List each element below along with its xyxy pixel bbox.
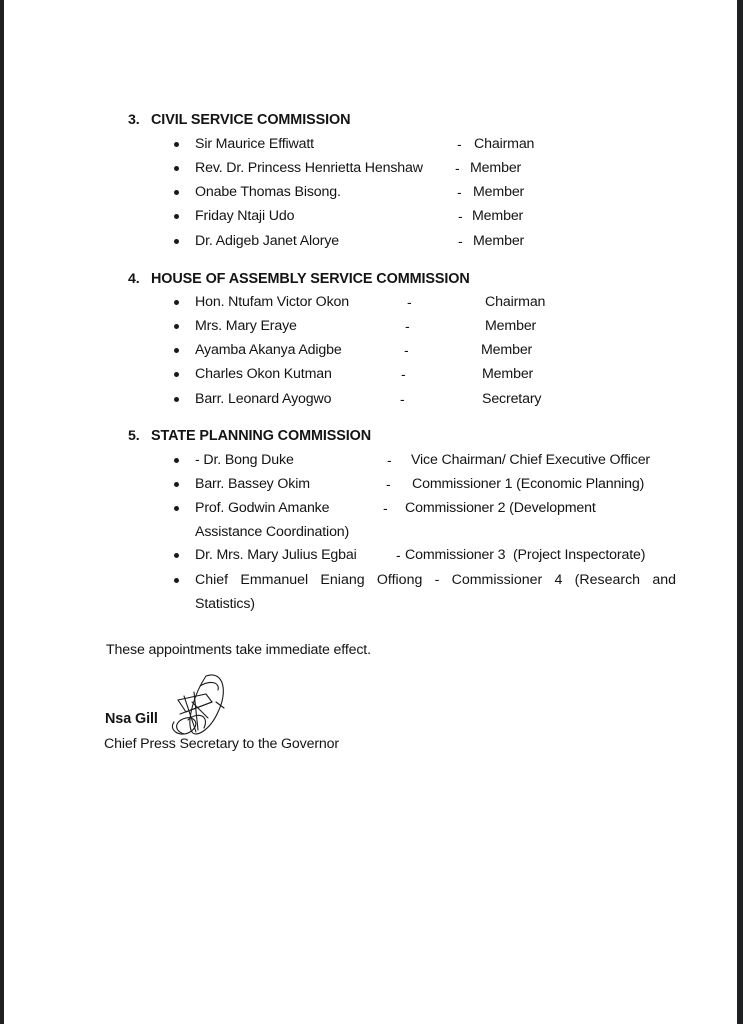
member-role: Member [473, 184, 525, 200]
member-role-continuation: Statistics) [195, 596, 255, 612]
bullet-icon [174, 142, 179, 147]
section-number: 4. [128, 271, 140, 287]
member-name: Onabe Thomas Bisong. [195, 184, 341, 200]
member-role: Commissioner 1 (Economic Planning) [412, 476, 645, 492]
bullet-icon [174, 506, 179, 511]
member-role: Member [472, 208, 524, 224]
member-role-continuation: Assistance Coordination) [195, 524, 350, 540]
member-role: Secretary [482, 391, 542, 407]
member-name: Sir Maurice Effiwatt [195, 136, 314, 152]
bullet-icon [174, 397, 179, 402]
member-name: Dr. Mrs. Mary Julius Egbai [195, 547, 357, 563]
separator-dash: - [457, 136, 462, 152]
member-entry-justified: Chief Emmanuel Eniang Offiong - Commissioner 4 (Research and [195, 572, 676, 588]
member-name: Rev. Dr. Princess Henrietta Henshaw [195, 160, 423, 176]
bullet-icon [174, 324, 179, 329]
separator-dash: - [387, 452, 392, 468]
bullet-icon [174, 553, 179, 558]
member-role: Chairman [485, 294, 546, 310]
separator-dash: - [405, 318, 410, 334]
member-name: Barr. Leonard Ayogwo [195, 391, 332, 407]
bullet-icon [174, 372, 179, 377]
member-name: Hon. Ntufam Victor Okon [195, 294, 349, 310]
member-role: Member [473, 233, 525, 249]
member-name: Mrs. Mary Eraye [195, 318, 297, 334]
separator-dash: - [458, 233, 463, 249]
member-name: - Dr. Bong Duke [195, 452, 294, 468]
member-role: Vice Chairman/ Chief Executive Officer [411, 452, 651, 468]
member-name: Charles Okon Kutman [195, 366, 332, 382]
bullet-icon [174, 239, 179, 244]
bullet-icon [174, 166, 179, 171]
bullet-icon [174, 190, 179, 195]
separator-dash: - [386, 476, 391, 492]
separator-dash: - [457, 184, 462, 200]
bullet-icon [174, 214, 179, 219]
member-role: Member [470, 160, 522, 176]
section-number: 3. [128, 112, 140, 128]
member-role: Member [485, 318, 537, 334]
member-role: Commissioner 2 (Development [405, 500, 596, 516]
signatory-name: Nsa Gill [105, 711, 158, 727]
bullet-icon [174, 300, 179, 305]
separator-dash: - [400, 391, 405, 407]
separator-dash: - [455, 160, 460, 176]
separator-dash: - [404, 342, 409, 358]
member-role: Member [482, 366, 534, 382]
document-page [4, 0, 737, 1024]
section-number: 5. [128, 428, 140, 444]
separator-dash: - [383, 500, 388, 516]
section-heading: HOUSE OF ASSEMBLY SERVICE COMMISSION [151, 271, 470, 287]
member-name: Barr. Bassey Okim [195, 476, 310, 492]
separator-dash: - [458, 208, 463, 224]
signatory-title: Chief Press Secretary to the Governor [104, 736, 339, 752]
closing-statement: These appointments take immediate effect. [106, 642, 371, 658]
bullet-icon [174, 578, 179, 583]
bullet-icon [174, 482, 179, 487]
member-name: Prof. Godwin Amanke [195, 500, 330, 516]
member-name: Friday Ntaji Udo [195, 208, 295, 224]
signature-icon [166, 672, 238, 742]
member-role: Member [481, 342, 533, 358]
separator-dash: - [401, 366, 406, 382]
section-heading: STATE PLANNING COMMISSION [151, 428, 372, 444]
bullet-icon [174, 458, 179, 463]
member-name: Ayamba Akanya Adigbe [195, 342, 342, 358]
separator-dash: - [407, 294, 412, 310]
member-role: Commissioner 3 (Project Inspectorate) [405, 547, 646, 563]
section-heading: CIVIL SERVICE COMMISSION [151, 112, 351, 128]
member-name: Dr. Adigeb Janet Alorye [195, 233, 340, 249]
separator-dash: - [396, 547, 401, 563]
bullet-icon [174, 348, 179, 353]
member-role: Chairman [474, 136, 535, 152]
